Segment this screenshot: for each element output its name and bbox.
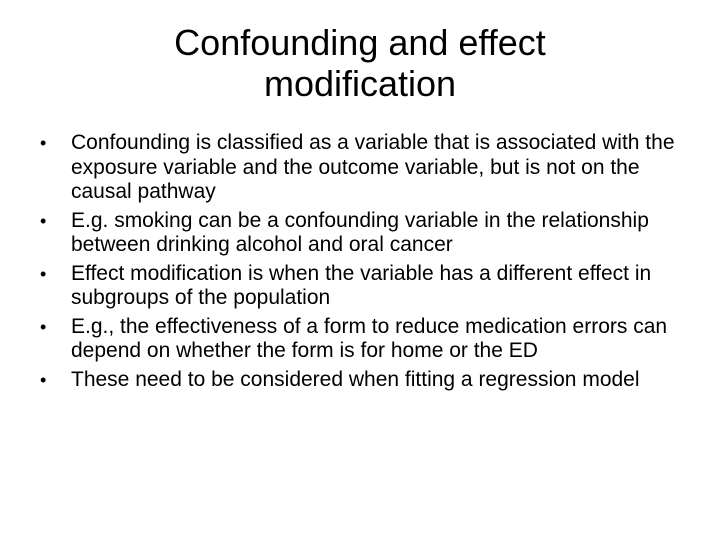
bullet-text: E.g. smoking can be a confounding variable in the relationship between drinking alcohol and oral cancer <box>71 208 649 256</box>
bullet-icon: • <box>40 316 47 337</box>
bullet-text: E.g., the effectiveness of a form to reduce medication errors can depend on whether the form is for home or the ED <box>71 314 668 362</box>
bullet-icon: • <box>40 133 47 153</box>
bullet-list <box>40 131 690 396</box>
bullet-item <box>40 368 690 393</box>
bullet-icon: • <box>40 263 47 284</box>
bullet-icon: • <box>40 210 47 231</box>
bullet-text: Confounding is classified as a variable that is associated with the exposure variable and the outcome variable, but is not on the causal pathway <box>71 131 675 203</box>
bullet-item <box>40 262 690 311</box>
bullet-icon: • <box>40 369 47 390</box>
bullet-item <box>40 315 690 364</box>
bullet-item <box>40 209 690 258</box>
bullet-text: These need to be considered when fitting a regression model <box>71 367 640 391</box>
slide-title: Confounding and effect modification <box>174 22 546 104</box>
bullet-item <box>40 131 690 205</box>
bullet-text: Effect modification is when the variable has a different effect in subgroups of the population <box>71 261 652 309</box>
